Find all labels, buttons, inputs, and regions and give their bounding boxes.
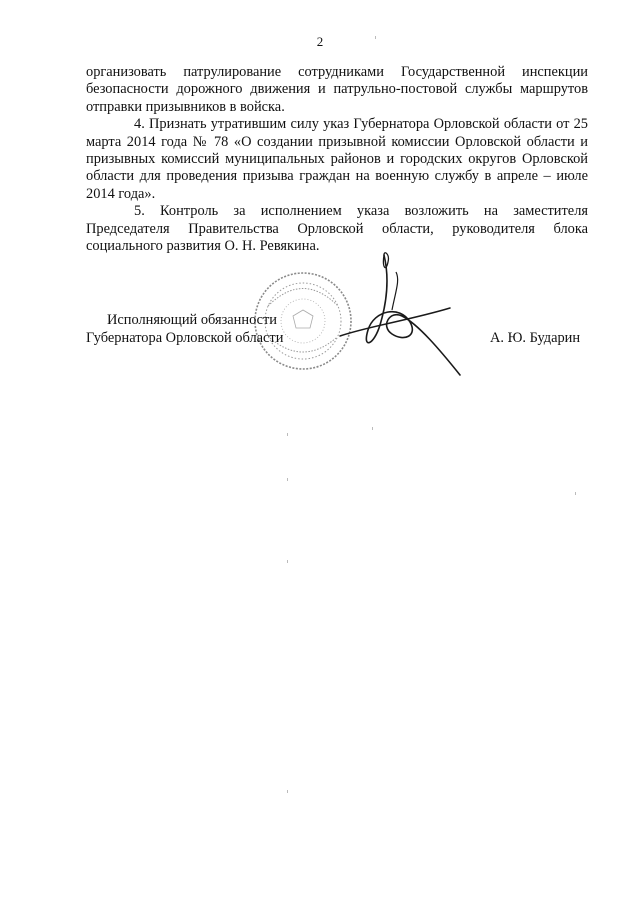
signatory-title-line-2: Губернатора Орловской области bbox=[86, 330, 284, 346]
document-body bbox=[86, 64, 588, 255]
scan-speck bbox=[287, 433, 288, 436]
signature-block bbox=[0, 300, 640, 380]
scan-speck bbox=[287, 478, 288, 481]
page-number: 2 bbox=[316, 34, 324, 49]
scan-speck bbox=[375, 36, 376, 39]
signatory-name: А. Ю. Бударин bbox=[490, 330, 581, 346]
scan-speck bbox=[287, 560, 288, 563]
paragraph-continuation: организовать патрулирование сотрудниками Государственной инспекции безопасности дорожного движения и патрульно-постовой службы маршрутов отправки призывников в войска. bbox=[86, 64, 588, 115]
paragraph-item-5: 5. Контроль за исполнением указа возложить на заместителя Председателя Правительства Орловской области, руководителя блока социального развития О. Н. Ревякина. bbox=[86, 203, 588, 255]
scan-speck bbox=[575, 492, 576, 495]
scan-speck bbox=[287, 790, 288, 793]
signatory-title-line-1: Исполняющий обязанности bbox=[107, 312, 278, 328]
scan-speck bbox=[372, 427, 373, 430]
paragraph-item-4: 4. Признать утратившим силу указ Губернатора Орловской области от 25 марта 2014 года № 78 «О создании призывной комиссии Орловской области и призывных комиссий муниципальных районов и городских округов Орловской области для проведения призыва граждан на военную службу в апреле – июле 2014 года». bbox=[86, 116, 588, 202]
